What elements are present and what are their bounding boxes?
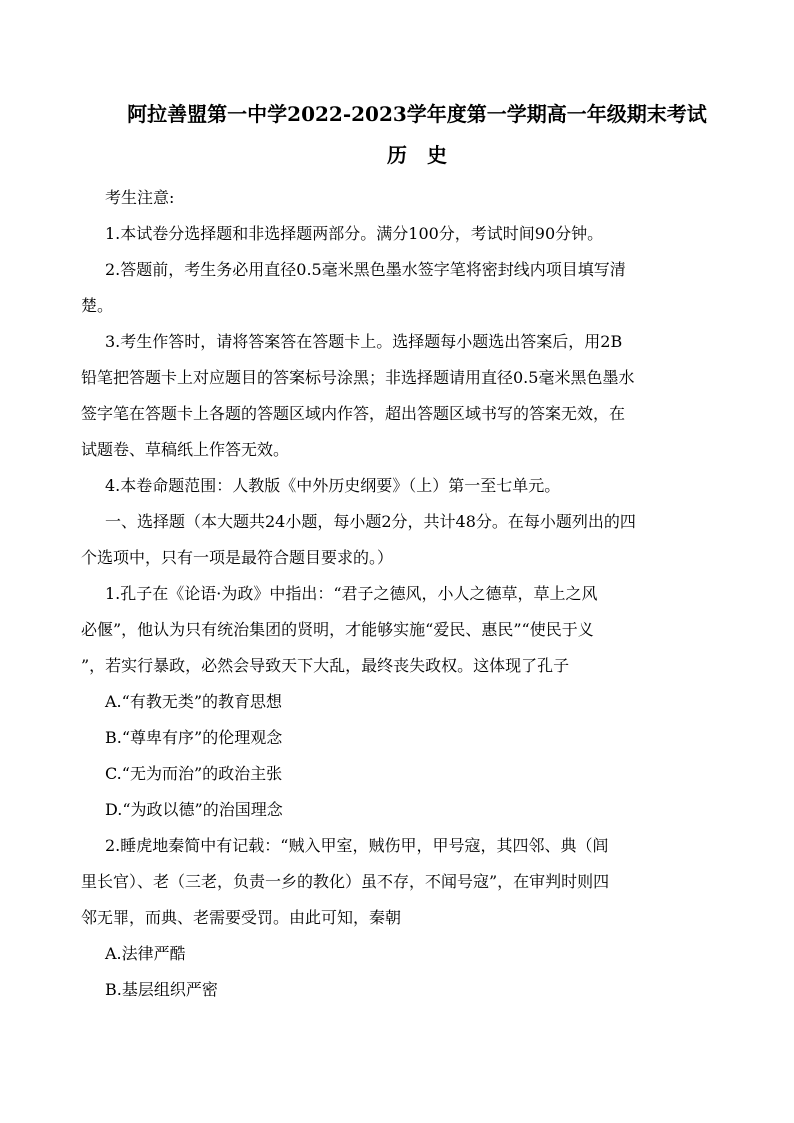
question-stem: 1.孔子在《论语·为政》中指出：“君子之德风，小人之德草，草上之风 (105, 584, 598, 603)
question-stem: 2.睡虎地秦简中有记载：“贼入甲室，贼伤甲，甲号寇，其四邻、典（闾 (105, 836, 609, 855)
question-stem: 里长官）、老（三老，负责一乡的教化）虽不存，不闻号寇”，在审判时则四 (81, 872, 610, 891)
question-2 (81, 828, 725, 1008)
notice-item: 2.答题前，考生务必用直径0.5毫米黑色墨水签字笔将密封线内项目填写清 楚。 (81, 260, 626, 315)
question-stem: ”，若实行暴政，必然会导致天下大乱，最终丧失政权。这体现了孔子 (81, 656, 570, 675)
exam-body (81, 180, 725, 1008)
question-stem: 必偃”，他认为只有统治集团的贤明，才能够实施“爱民、惠民”“使民于义 (81, 620, 594, 639)
section-heading: 一、选择题（本大题共24小题，每小题2分，共计48分。在每小题列出的四 个选项中，只有一项是最符合题目要求的。） (81, 512, 636, 567)
option-a: A.法律严酷 (105, 944, 186, 963)
notice-item: 1.本试卷分选择题和非选择题两部分。满分100分，考试时间90分钟。 (105, 224, 604, 243)
question-stem: 邻无罪，而典、老需要受罚。由此可知，秦朝 (81, 908, 402, 927)
notice-item: 3.考生作答时，请将答案答在答题卡上。选择题每小题选出答案后，用2B 铅笔把答题卡上对应题目的答案标号涂黑；非选择题请用直径0.5毫米黑色墨水 签字笔在答题卡上各题的答题区域内作答，超出答题区域书写的答案无效，在 试题卷、草稿纸上作答无效。 (81, 332, 635, 459)
question-1 (81, 576, 725, 828)
option-c: C.“无为而治”的政治主张 (105, 764, 283, 783)
notice-item: 4.本卷命题范围：人教版《中外历史纲要》（上）第一至七单元。 (105, 476, 561, 495)
notice-heading: 考生注意: (105, 188, 175, 207)
option-b: B.“尊卑有序”的伦理观念 (105, 728, 283, 747)
option-d: D.“为政以德”的治国理念 (105, 800, 283, 819)
option-a: A.“有教无类”的教育思想 (105, 692, 283, 711)
exam-title: 阿拉善盟第一中学2022-2023学年度第一学期高一年级期末考试 (127, 102, 707, 126)
subject-title: 历 史 (387, 143, 447, 167)
option-b: B.基层组织严密 (105, 980, 218, 999)
